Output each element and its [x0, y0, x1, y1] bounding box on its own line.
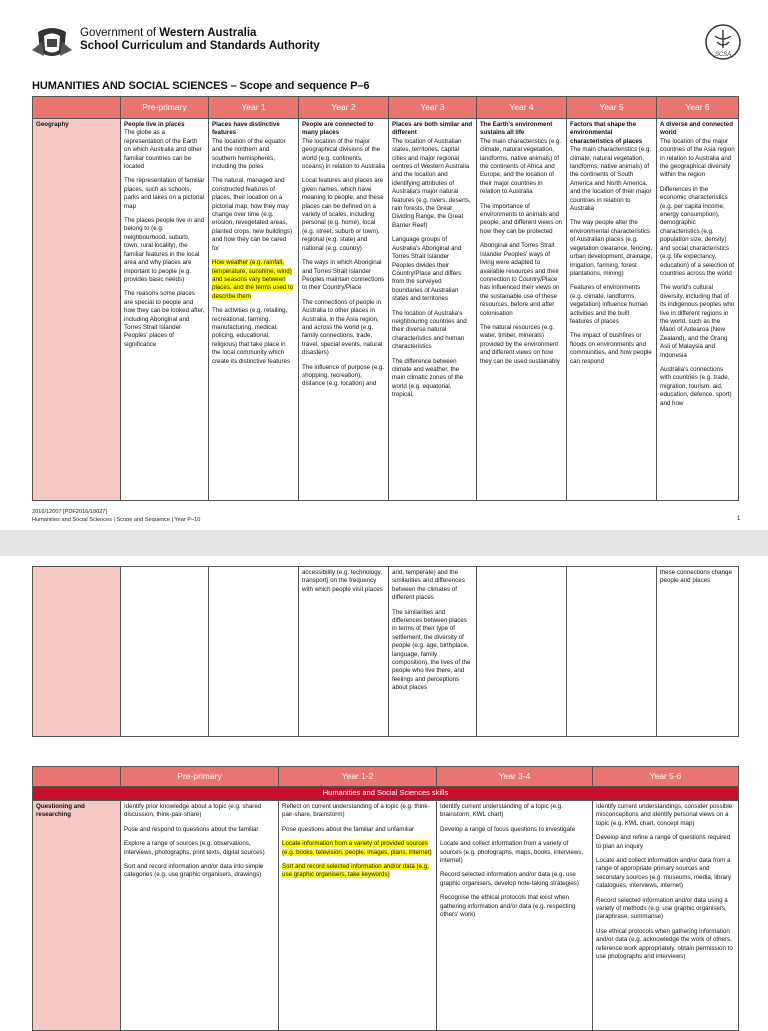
cell-paragraph	[302, 299, 385, 358]
cell-text: The location of the major countries of the Asia region in relation to Australia and the geographical diversity within the region	[660, 137, 735, 179]
cell-text: Features of environments (e.g. climate, landforms, vegetation) influence human activities and the built features of places	[570, 284, 648, 325]
cell-paragraph	[124, 290, 205, 349]
column-header-7: Year 6	[657, 97, 739, 119]
cell-text: The representation of familiar places, such as schools, parks and lakes on a pictorial map	[124, 177, 205, 210]
cell-y3-cont	[389, 567, 477, 737]
cell-text: Use ethical protocols when gathering information and/or data (e.g. acknowledge the work of others, reference work appropriately, obtain permission to use photographs and interviews)	[596, 927, 733, 961]
cell-paragraph	[392, 358, 473, 400]
cell-paragraph	[480, 242, 563, 318]
cell-paragraph	[660, 569, 735, 586]
cell-y2-cont	[299, 567, 389, 737]
cell-text: The globe as a representation of the Earth on which Australia and other familiar countries can be located	[124, 129, 202, 171]
column-header-6: Year 5	[567, 97, 657, 119]
cell-text: Differences in the economic characteristics (e.g. per capita income, energy consumption), demographic characteristics (e.g. population size, density) and social characteristics (e.g. life expectancy, education) of a selection of countries across the world	[660, 185, 734, 277]
cell-paragraph	[570, 332, 653, 366]
cell-text: The reasons some places are special to people and how they can be looked after, including Aboriginal and Torres Strait Islander Peoples' places of significance	[124, 290, 205, 348]
cell-heading: Places are both similar and different	[392, 121, 473, 137]
cell-paragraph	[480, 324, 563, 366]
cell-text: The world's cultural diversity, including that of its indigenous peoples who live in different regions in the world, such as the Maori of Aotearoa (New Zealand), and the Orang Asli of Malaysia and Indonesia	[660, 284, 735, 359]
cell-paragraph	[596, 897, 735, 922]
cell-text: Language groups of Australia's Aboriginal and Torres Strait Islander Peoples divides their Country/Place and differs from the surveyed boundaries of Australian states and territories	[392, 236, 462, 303]
cell-paragraph	[282, 826, 433, 834]
cell-paragraph	[660, 186, 735, 278]
cell-text: The location of Australia's neighbouring countries and their diverse natural characteristics and human characteristics	[392, 309, 467, 351]
cell-paragraph	[392, 609, 473, 693]
cell-paragraph	[596, 834, 735, 851]
cell-y5-cont	[567, 567, 657, 737]
cell-text: Develop a range of focus questions to investigate	[440, 825, 576, 833]
cell-skills-pp	[121, 801, 279, 1031]
highlighted-text: Sort and record selected information and/or data (e.g. use graphic organisers, take keywords)	[282, 863, 429, 879]
row-label-continued	[33, 567, 121, 737]
cell-heading: Places have distinctive features	[212, 121, 280, 137]
cell-text: The way people alter the environmental characteristics of Australian places (e.g. vegetation clearance, fencing, urban development, drainage, irrigation, farming, forest plantations, mining)	[570, 219, 653, 277]
government-header	[80, 27, 320, 53]
cell-text: Locate and collect information from a variety of sources (e.g. photographs, maps, books, interviews, internet)	[440, 840, 584, 865]
cell-paragraph	[440, 826, 589, 834]
cell-text: accessibility (e.g. technology, transport) on the frequency with which people visit places	[302, 569, 383, 593]
page-gap	[0, 530, 768, 556]
cell-text: The connections of people in Australia to other places in Australia, in the Asia region, and across the world (e.g. family connections, trade, travel, special events, natural disasters)	[302, 298, 383, 357]
cell-paragraph	[124, 803, 275, 820]
cell-text: The similarities and differences between places in terms of their type of settlement, the diversity of people (e.g. age, birthplace, language, family composition), the lives of the people who live there, and feelings and perceptions about places	[392, 608, 471, 692]
cell-geography-5	[567, 119, 657, 501]
cell-paragraph	[660, 366, 735, 408]
cell-text: The location of the equator and the northern and southern hemispheres, including the poles	[212, 137, 286, 171]
cell-paragraph	[282, 803, 433, 820]
cell-text: Record selected information and/or data (e.g. use graphic organisers, develop note-taking strategies)	[440, 871, 579, 887]
cell-text: Record selected information and/or data using a variety of methods (e.g. use graphic organisers, paraphrase, summarise)	[596, 896, 728, 921]
cell-paragraph	[392, 236, 473, 303]
cell-y4-cont	[477, 567, 567, 737]
cell-paragraph	[124, 863, 275, 880]
cell-paragraph	[302, 364, 385, 389]
column-header-1: Pre-primary	[121, 767, 279, 787]
page-2	[0, 556, 768, 1024]
cell-text: Local features and places are given names, which have meaning to people, and these places can be defined on a variety of scales, including personal (e.g. home), local (e.g. street, suburb or town), regional (e.g. state) and national (e.g. country)	[302, 177, 384, 252]
cell-heading: People live in places	[124, 121, 185, 128]
cell-geography-0	[121, 119, 209, 501]
highlighted-text: How weather (e.g. rainfall, temperature, sunshine, wind) and seasons vary between places, and the terms used to describe them	[212, 259, 294, 300]
cell-paragraph	[302, 177, 385, 253]
cell-paragraph	[392, 138, 473, 230]
footer-ref: 2016/12007 [PDF2016/18027]	[32, 509, 107, 515]
cell-paragraph	[124, 840, 275, 857]
cell-paragraph	[440, 840, 589, 865]
cell-text: Identify current understanding of a topic (e.g. brainstorm, KWL chart)	[440, 803, 563, 819]
cell-paragraph	[392, 569, 473, 603]
cell-text: Develop and refine a range of questions required to plan an inquiry	[596, 834, 731, 850]
cell-geography-1	[209, 119, 299, 501]
cell-geography-6	[657, 119, 739, 501]
cell-text: The difference between climate and weather, the main climatic zones of the world (e.g. equatorial, tropical,	[392, 357, 464, 399]
cell-text: The natural, managed and constructed features of places, their location on a pictorial map, how they may change over time (e.g. erosion, revegetated areas, planted crops, new buildings) and how they can be cared for	[212, 177, 293, 252]
cell-y6-cont	[657, 567, 739, 737]
cell-heading: A diverse and connected world	[660, 121, 734, 137]
cell-paragraph	[570, 219, 653, 278]
column-header-3: Year 2	[299, 97, 389, 119]
row-label-questioning: Questioning and researching	[33, 801, 121, 1031]
cell-paragraph	[660, 138, 735, 180]
cell-paragraph	[124, 826, 275, 834]
cell-text: Explore a range of sources (e.g. observations, interviews, photographs, print texts, digital sources)	[124, 840, 265, 856]
cell-text: The main characteristics (e.g. climate, natural vegetation, landforms, native animals) of the continents of South America and North America, and the location of their major countries in relation to Australia	[570, 146, 652, 213]
cell-paragraph	[302, 138, 385, 172]
cell-pp-cont	[121, 567, 209, 737]
cell-text: The importance of environments to animals and people, and different views on how they can be protected	[480, 202, 563, 235]
cell-text: The activities (e.g. retailing, recreational, farming, manufacturing, medical, policing, educational, religious) that take place in the local community which create its distinctive features	[212, 307, 291, 365]
cell-paragraph	[212, 138, 295, 172]
cell-paragraph	[440, 803, 589, 820]
cell-paragraph	[124, 129, 205, 171]
cell-text: Locate and collect information and/or data from a range of appropriate primary sources and secondary sources (e.g. museums, media, library catalogues, interviews, internet)	[596, 857, 732, 890]
cell-text: The ways in which Aboriginal and Torres Strait Islander Peoples maintain connections to their Country/Place	[302, 259, 385, 292]
cell-paragraph	[440, 871, 589, 888]
cell-paragraph	[596, 857, 735, 891]
cell-paragraph	[596, 928, 735, 962]
row-label-geography: Geography	[33, 119, 121, 501]
cell-paragraph	[282, 863, 433, 880]
cell-text: The location of the major geographical divisions of the world (e.g. continents, oceans) in relation to Australia	[302, 137, 385, 171]
cell-paragraph	[282, 840, 433, 857]
cell-paragraph	[212, 177, 295, 253]
cell-heading: People are connected to many places	[302, 121, 374, 137]
cell-text: Aboriginal and Torres Strait Islander Peoples' ways of living were adapted to available resources and their connection to Country/Place has influenced their views on the sustainable use of these resources, before and after colonisation	[480, 242, 560, 317]
cell-text: The influence of purpose (e.g. shopping, recreation), distance (e.g. location) and	[302, 363, 385, 388]
cell-text: The location of Australian states, territories, capital cities and major regional centres of Western Australia and the location and identifying attributes of Australia's major natural features (e.g. rivers, deserts, rain forests, the Great Dividing Range, the Great Barrier Reef)	[392, 137, 471, 229]
column-header-4: Year 3	[389, 97, 477, 119]
highlighted-text: Locate information from a variety of provided sources (e.g. books, television, people, images, plans, internet)	[282, 840, 432, 856]
cell-paragraph	[570, 146, 653, 213]
scsa-logo-icon	[703, 22, 743, 62]
cell-text: The main characteristics (e.g. climate, natural vegetation, landforms, native animals) of the continents of Africa and Europe, and the location of their major countries in relation to Australia	[480, 137, 562, 196]
gov-line1-prefix: Government of	[80, 27, 160, 39]
cell-geography-4	[477, 119, 567, 501]
cell-text: Sort and record information and/or data into simple categories (e.g. use graphic organisers, drawings)	[124, 863, 264, 879]
cell-geography-2	[299, 119, 389, 501]
cell-paragraph	[124, 177, 205, 211]
cell-paragraph	[392, 310, 473, 352]
cell-text: Pose questions about the familiar and unfamiliar	[282, 825, 415, 833]
cell-heading: Factors that shape the environmental characteristics of places	[570, 121, 643, 145]
cell-paragraph	[212, 259, 295, 301]
cell-skills-y34	[437, 801, 593, 1031]
column-header-0	[33, 97, 121, 119]
column-header-1: Pre-primary	[121, 97, 209, 119]
column-header-2: Year 1	[209, 97, 299, 119]
cell-text: Identify current understandings, consider possible misconceptions and identify personal views on a topic (e.g. KWL chart, concept map)	[596, 803, 733, 827]
scope-sequence-table-continued	[32, 566, 739, 737]
footer-doc: Humanities and Social Sciences | Scope and Sequence | Year P–10	[32, 517, 201, 523]
skills-band: Humanities and Social Sciences skills	[33, 787, 739, 801]
cell-skills-y12	[279, 801, 437, 1031]
cell-paragraph	[596, 803, 735, 828]
cell-paragraph	[440, 894, 589, 919]
cell-text: Reflect on current understanding of a topic (e.g. think-pair-share, brainstorm)	[282, 803, 430, 819]
document-title: HUMANITIES AND SOCIAL SCIENCES – Scope and sequence P–6	[32, 80, 370, 92]
column-header-0	[33, 767, 121, 787]
cell-paragraph	[212, 307, 295, 366]
scope-sequence-table-geography	[32, 96, 739, 501]
cell-paragraph	[660, 284, 735, 360]
cell-skills-y56	[593, 801, 739, 1031]
cell-text: Pose and respond to questions about the familiar	[124, 825, 259, 833]
skills-table	[32, 766, 739, 1031]
cell-text: The natural resources (e.g. water, timber, minerals) provided by the environment and different views on how they can be used sustainably	[480, 323, 560, 365]
cell-text: Identify prior knowledge about a topic (e.g. shared discussion, think-pair-share)	[124, 803, 262, 819]
column-header-5: Year 4	[477, 97, 567, 119]
cell-paragraph	[570, 284, 653, 326]
cell-text: arid, temperate) and the similarities and differences between the climates of different places	[392, 569, 465, 602]
column-header-2: Year 1-2	[279, 767, 437, 787]
cell-geography-3	[389, 119, 477, 501]
cell-paragraph	[480, 203, 563, 237]
gov-line2: School Curriculum and Standards Authority	[80, 40, 320, 52]
cell-paragraph	[480, 138, 563, 197]
page-footer	[32, 508, 200, 524]
cell-paragraph	[302, 569, 385, 594]
scsa-logo-text: SCSA	[714, 52, 732, 58]
column-header-4: Year 5-6	[593, 767, 739, 787]
cell-text: Australia's connections with countries (e.g. trade, migration, tourism, aid, education, defence, sport) and how	[660, 365, 732, 407]
page-number: 1	[737, 516, 741, 522]
cell-paragraph	[302, 259, 385, 293]
cell-y1-cont	[209, 567, 299, 737]
cell-text: these connections change people and places	[660, 569, 732, 585]
cell-paragraph	[124, 217, 205, 284]
cell-text: The places people live in and belong to (e.g. neighbourhood, suburb, town, rural locality), the familiar features in the local area and why places are important to people (e.g. provides basic needs)	[124, 217, 205, 283]
column-header-3: Year 3-4	[437, 767, 593, 787]
cell-heading: The Earth's environment sustains all life	[480, 121, 553, 137]
gov-line1-bold: Western Australia	[159, 27, 257, 39]
cell-text: Recognise the ethical protocols that exist when gathering information and/or data (e.g. respecting others' work)	[440, 894, 576, 919]
wa-coat-of-arms-icon	[30, 22, 74, 62]
cell-text: The impact of bushfires or floods on environments and communities, and how people can respond	[570, 332, 652, 365]
